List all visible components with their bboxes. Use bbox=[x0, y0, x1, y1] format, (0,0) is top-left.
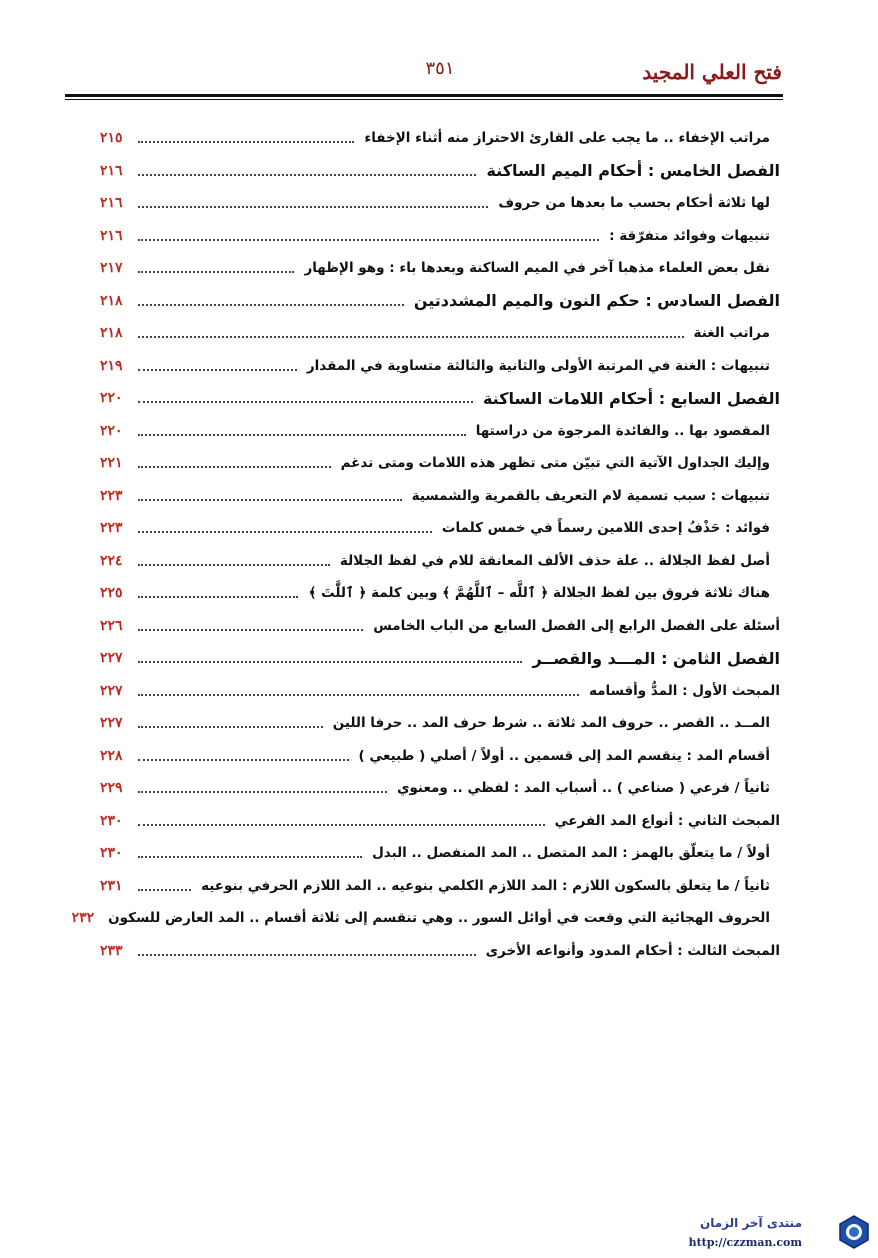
toc-entry-page-number: ٢٢٧ bbox=[100, 650, 123, 667]
dot-leader bbox=[138, 304, 404, 306]
toc-entry-title: تنبيهات وفوائد متفرّقة : bbox=[609, 227, 770, 244]
dot-leader bbox=[138, 824, 545, 826]
toc-entry-title: مراتب الإخفاء .. ما يجب على القارئ الاحتراز منه أثناء الإخفاء bbox=[364, 130, 770, 147]
toc-entry[interactable] bbox=[100, 805, 780, 838]
toc-entry-title: مراتب الغنة bbox=[693, 325, 770, 342]
toc-entry-title: الفصل السابع : أحكام اللامات الساكنة bbox=[482, 388, 780, 408]
toc-entry-page-number: ٢١٨ bbox=[100, 325, 123, 342]
toc-entry-page-number: ٢٢١ bbox=[100, 455, 123, 472]
dot-leader bbox=[138, 206, 488, 208]
toc-entry[interactable] bbox=[100, 252, 780, 285]
dot-leader bbox=[138, 531, 432, 533]
toc-entry-title: تنبيهات : الغنة في المرتبة الأولى والثانية والثالثة متساوية في المقدار bbox=[306, 357, 770, 374]
toc-entry-title: نقل بعض العلماء مذهبا آخر في الميم الساكنة وبعدها باء : وهو الإظهار bbox=[304, 260, 770, 277]
toc-entry-page-number: ٢٢٣ bbox=[100, 520, 123, 537]
dot-leader bbox=[138, 499, 402, 501]
toc-entry-title: وإليك الجداول الآتية التي تبيّن متى تظهر هذه اللامات ومتى تدغم bbox=[340, 455, 770, 472]
toc-entry[interactable] bbox=[100, 772, 780, 805]
toc-entry[interactable] bbox=[100, 675, 780, 708]
toc-entry[interactable] bbox=[100, 642, 780, 675]
toc-entry-page-number: ٢٢٣ bbox=[100, 487, 123, 504]
toc-entry-page-number: ٢١٦ bbox=[100, 195, 123, 212]
toc-entry[interactable] bbox=[100, 285, 780, 318]
toc-entry[interactable] bbox=[100, 935, 780, 968]
toc-entry-title: فوائد : حَذْفُ إحدى اللامين رسماً في خمس كلمات bbox=[441, 520, 770, 537]
toc-entry-title: المبحث الأول : المدُّ وأقسامه bbox=[588, 682, 780, 699]
toc-entry-page-number: ٢١٨ bbox=[100, 292, 123, 309]
toc-entry-title: المبحث الثالث : أحكام المدود وأنواعه الأخرى bbox=[485, 942, 780, 959]
toc-entry-page-number: ٢٢٤ bbox=[100, 552, 123, 569]
dot-leader bbox=[138, 564, 330, 566]
table-of-contents bbox=[71, 122, 780, 967]
toc-entry-page-number: ٢٢٠ bbox=[100, 390, 123, 407]
dot-leader bbox=[138, 759, 349, 761]
toc-entry[interactable] bbox=[71, 902, 780, 935]
toc-entry-page-number: ٢٢٨ bbox=[100, 747, 123, 764]
toc-entry[interactable] bbox=[100, 837, 780, 870]
toc-entry-page-number: ٢٣١ bbox=[100, 877, 123, 894]
toc-entry[interactable] bbox=[100, 415, 780, 448]
toc-entry[interactable] bbox=[100, 512, 780, 545]
toc-entry-page-number: ٢١٩ bbox=[100, 357, 123, 374]
dot-leader bbox=[138, 856, 362, 858]
toc-entry[interactable] bbox=[100, 317, 780, 350]
dot-leader bbox=[138, 369, 297, 371]
toc-entry-page-number: ٢٢٧ bbox=[100, 715, 123, 732]
forum-url[interactable]: http://czzman.com bbox=[688, 1236, 802, 1249]
toc-entry-page-number: ٢٢٧ bbox=[100, 682, 123, 699]
toc-entry-title: ثانياً / ما يتعلق بالسكون اللازم : المد اللازم الكلمي بنوعيه .. المد اللازم الحرفي بنوعيه bbox=[201, 877, 770, 894]
toc-entry[interactable] bbox=[100, 545, 780, 578]
toc-entry-title: أولاً / ما يتعلّق بالهمز : المد المتصل .. المد المنفصل .. البدل bbox=[372, 845, 770, 862]
dot-leader bbox=[138, 726, 323, 728]
page-number: ٣٥١ bbox=[425, 58, 455, 79]
dot-leader bbox=[138, 239, 599, 241]
toc-entry-title: الفصل الخامس : أحكام الميم الساكنة bbox=[486, 161, 780, 181]
toc-entry-title: المبحث الثاني : أنواع المد الفرعي bbox=[554, 812, 780, 829]
dot-leader bbox=[138, 954, 476, 956]
toc-entry[interactable] bbox=[100, 870, 780, 903]
toc-entry-title: الحروف الهجائية التي وقعت في أوائل السور .. وهي تنقسم إلى ثلاثة أقسام .. المد العارض للسكون bbox=[108, 910, 770, 927]
dot-leader bbox=[138, 629, 363, 631]
header-rule-thin bbox=[65, 99, 783, 100]
book-title: فتح العلي المجيد bbox=[642, 60, 782, 84]
dot-leader bbox=[138, 401, 473, 403]
toc-entry-title: المــد .. القصر .. حروف المد ثلاثة .. شرط حرف المد .. حرفا اللين bbox=[332, 715, 770, 732]
toc-entry[interactable] bbox=[100, 350, 780, 383]
dot-leader bbox=[138, 694, 579, 696]
toc-entry[interactable] bbox=[100, 382, 780, 415]
toc-entry[interactable] bbox=[100, 610, 780, 643]
dot-leader bbox=[138, 434, 466, 436]
toc-entry-page-number: ٢٢٥ bbox=[100, 585, 123, 602]
toc-entry-page-number: ٢٣٣ bbox=[100, 942, 123, 959]
toc-entry-title: لها ثلاثة أحكام بحسب ما بعدها من حروف bbox=[498, 195, 770, 212]
dot-leader bbox=[138, 791, 387, 793]
toc-entry[interactable] bbox=[100, 577, 780, 610]
toc-entry-page-number: ٢٢٠ bbox=[100, 422, 123, 439]
toc-entry-title: أصل لفظ الجلالة .. علة حذف الألف المعانقة للام في لفظ الجلالة bbox=[339, 552, 770, 569]
header-rule-thick bbox=[65, 94, 783, 97]
toc-entry-page-number: ٢٢٦ bbox=[100, 617, 123, 634]
dot-leader bbox=[138, 596, 298, 598]
toc-entry-title: أسئلة على الفصل الرابع إلى الفصل السابع من الباب الخامس bbox=[373, 617, 780, 634]
dot-leader bbox=[138, 889, 191, 891]
toc-entry[interactable] bbox=[100, 220, 780, 253]
toc-entry[interactable] bbox=[100, 707, 780, 740]
toc-entry-title: أقسام المد : ينقسم المد إلى قسمين .. أولاً / أصلي ( طبيعي ) bbox=[358, 747, 770, 764]
toc-entry-page-number: ٢١٧ bbox=[100, 260, 123, 277]
forum-name: منتدى آخر الزمان bbox=[700, 1216, 802, 1230]
dot-leader bbox=[138, 661, 522, 663]
forum-logo-icon bbox=[836, 1214, 872, 1250]
toc-entry-page-number: ٢٣٢ bbox=[71, 910, 95, 927]
dot-leader bbox=[138, 174, 476, 176]
toc-entry-page-number: ٢١٥ bbox=[100, 130, 123, 147]
toc-entry[interactable] bbox=[100, 447, 780, 480]
toc-entry-page-number: ٢١٦ bbox=[100, 162, 123, 179]
toc-entry-page-number: ٢٣٠ bbox=[100, 812, 123, 829]
toc-entry[interactable] bbox=[100, 187, 780, 220]
toc-entry[interactable] bbox=[100, 122, 780, 155]
toc-entry-title: الفصل الثامن : المـــد والقصــر bbox=[532, 648, 780, 668]
toc-entry-title: هناك ثلاثة فروق بين لفظ الجلالة ﴿ ٱللَّه – ٱللَّهُمَّ ﴾ وبين كلمة ﴿ ٱللَّٰتَ ﴾ bbox=[308, 585, 770, 602]
toc-entry-page-number: ٢١٦ bbox=[100, 227, 123, 244]
dot-leader bbox=[138, 466, 331, 468]
dot-leader bbox=[138, 336, 684, 338]
dot-leader bbox=[138, 141, 354, 143]
toc-entry[interactable] bbox=[100, 155, 780, 188]
toc-entry[interactable] bbox=[100, 740, 780, 773]
toc-entry-page-number: ٢٢٩ bbox=[100, 780, 123, 797]
toc-entry[interactable] bbox=[100, 480, 780, 513]
toc-entry-title: المقصود بها .. والفائدة المرجوة من دراستها bbox=[475, 422, 770, 439]
dot-leader bbox=[138, 271, 294, 273]
toc-entry-page-number: ٢٣٠ bbox=[100, 845, 123, 862]
toc-entry-title: الفصل السادس : حكم النون والميم المشددتين bbox=[413, 291, 780, 311]
toc-entry-title: ثانياً / فرعي ( صناعي ) .. أسباب المد : لفظي .. ومعنوي bbox=[397, 780, 770, 797]
toc-entry-title: تنبيهات : سبب تسمية لام التعريف بالقمرية والشمسية bbox=[411, 487, 770, 504]
